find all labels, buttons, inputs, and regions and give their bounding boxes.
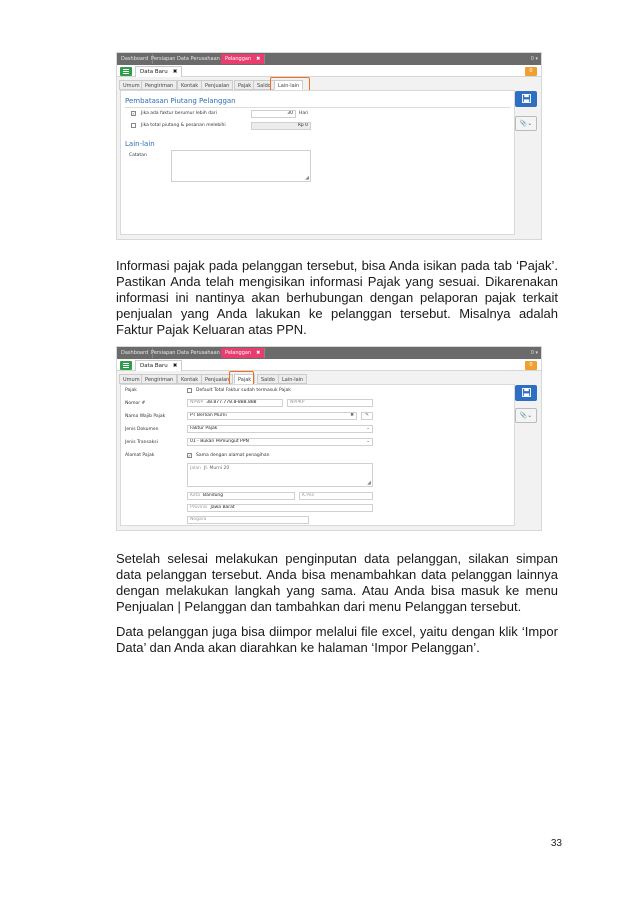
provinsi-prefix: Provinsi xyxy=(190,505,208,510)
record-bar xyxy=(117,65,541,77)
tab-penjualan[interactable]: Penjualan xyxy=(201,374,233,384)
save-button[interactable] xyxy=(515,91,537,107)
wajib-pajak-value: PT Berlian Murni xyxy=(190,413,227,418)
field-label: Pajak xyxy=(125,388,137,393)
checkbox-label: Sama dengan alamat penagihan xyxy=(196,453,270,458)
tab-umum[interactable]: Umum xyxy=(119,374,144,384)
screenshot-pajak xyxy=(116,346,542,531)
paragraph: Informasi pajak pada pelanggan tersebut, bisa Anda isikan pada tab ‘Pajak’. Pastikan Anda telah mengisikan informasi Pajak yang sesuai. Dikarenakan informasi ini nantinya akan berhubungan dengan pelaporan pajak terkait penjualan yang Anda lakukan ke pelanggan tersebut. Misalnya adalah Faktur Pajak Keluaran atas PPN. xyxy=(116,258,558,337)
tab-saldo[interactable]: Saldo xyxy=(257,374,279,384)
resize-grip-icon[interactable]: ◢ xyxy=(367,480,371,486)
resize-grip-icon[interactable]: ◢ xyxy=(305,175,309,181)
close-icon[interactable]: ✖ xyxy=(172,69,178,75)
pencil-icon: ✎ xyxy=(365,413,369,418)
notes-textarea[interactable] xyxy=(171,150,311,182)
kode-pos-input[interactable] xyxy=(299,492,373,500)
tab-umum[interactable]: Umum xyxy=(119,80,144,90)
tab-pengiriman[interactable]: Pengiriman xyxy=(141,374,177,384)
chevron-down-icon: ⌄ xyxy=(527,120,533,127)
nppkp-prefix: NPPKP xyxy=(290,400,305,405)
tab-persiapan[interactable]: Persiapan Data Perusahaan xyxy=(147,54,225,64)
section-title: Lain-lain xyxy=(125,140,155,148)
kota-prefix: Kota xyxy=(190,493,201,498)
field-label: Alamat Pajak xyxy=(125,453,155,458)
close-icon[interactable]: ✖ xyxy=(256,56,261,62)
tab-pelanggan-label: Pelanggan xyxy=(225,350,252,356)
window-menu[interactable]: 0 ▾ xyxy=(530,56,538,62)
chevron-down-icon: ⌄ xyxy=(366,439,370,444)
jenis-dokumen-select[interactable] xyxy=(187,425,373,433)
checkbox-label: Jika ada faktur berumur lebih dari xyxy=(141,111,217,116)
npwp-value: 38.877.778.8-888.888 xyxy=(206,400,257,405)
nppkp-input[interactable] xyxy=(287,399,373,407)
tab-pelanggan[interactable] xyxy=(221,54,265,64)
paperclip-icon: 📎 xyxy=(519,120,528,127)
checkbox-umur-faktur[interactable]: ✓ xyxy=(132,111,136,116)
total-piutang-input[interactable]: Rp 0 xyxy=(251,122,311,130)
checkbox-label: Jika total piutang & pesanan melebihi xyxy=(141,123,226,128)
tab-pelanggan-label: Pelanggan xyxy=(225,56,252,62)
negara-prefix: Negara xyxy=(190,517,207,522)
jenis-dokumen-value: Faktur Pajak xyxy=(190,426,218,431)
paperclip-icon: 📎 xyxy=(519,412,528,419)
notes-label: Catatan xyxy=(129,153,147,158)
save-icon xyxy=(522,388,531,397)
chevron-down-icon: ⌄ xyxy=(366,426,370,431)
field-label: Nama Wajib Pajak xyxy=(125,414,166,419)
record-bar xyxy=(117,359,541,371)
top-tab-bar xyxy=(117,347,541,359)
window-menu[interactable]: 0 ▾ xyxy=(530,350,538,356)
unit-label: Hari xyxy=(299,111,309,116)
top-tab-bar xyxy=(117,53,541,65)
notification-badge[interactable]: 0 xyxy=(525,361,537,370)
attachment-button[interactable] xyxy=(515,116,537,131)
kota-value: Bandung xyxy=(203,493,224,498)
tab-pelanggan[interactable] xyxy=(221,348,265,358)
save-button[interactable] xyxy=(515,385,537,401)
tab-dashboard[interactable]: Dashboard xyxy=(117,348,153,358)
tab-penjualan[interactable]: Penjualan xyxy=(201,80,233,90)
tab-persiapan[interactable]: Persiapan Data Perusahaan xyxy=(147,348,225,358)
chevron-down-icon: ⌄ xyxy=(527,412,533,419)
tab-saldo[interactable]: Saldo xyxy=(253,80,275,90)
tab-kontak[interactable]: Kontak xyxy=(177,80,202,90)
edit-button[interactable] xyxy=(361,412,373,420)
jalan-value: Jl. Murni 20 xyxy=(204,466,230,471)
tab-lain-lain[interactable]: Lain-lain xyxy=(278,374,307,384)
list-icon[interactable] xyxy=(120,67,132,76)
negara-input[interactable] xyxy=(187,516,309,524)
field-label: Nomor # xyxy=(125,401,146,406)
record-tab[interactable] xyxy=(135,66,182,77)
kota-input[interactable] xyxy=(187,492,295,500)
checkbox-label: Default Total Faktur sudah termasuk Pajak xyxy=(196,388,291,393)
attachment-button[interactable] xyxy=(515,408,537,423)
provinsi-input[interactable] xyxy=(187,504,373,512)
section-title: Pembatasan Piutang Pelanggan xyxy=(125,97,236,105)
save-icon xyxy=(522,94,531,103)
checkbox-same-address[interactable]: ✓ xyxy=(188,453,192,458)
tab-dashboard[interactable]: Dashboard xyxy=(117,54,153,64)
kode-pos-prefix: K.Pos xyxy=(302,493,315,498)
divider xyxy=(125,107,510,108)
tab-pajak[interactable]: Pajak xyxy=(234,80,255,90)
jalan-prefix: Jalan xyxy=(190,466,201,471)
close-icon[interactable]: ✖ xyxy=(256,350,261,356)
jenis-transaksi-select[interactable] xyxy=(187,438,373,446)
clear-icon[interactable]: ✖ xyxy=(350,413,354,418)
field-label: Jenis Dokumen xyxy=(125,427,159,432)
paragraph: Data pelanggan juga bisa diimpor melalui file excel, yaitu dengan klik ‘Impor Data’ dan Anda akan diarahkan ke halaman ‘Impor Pelanggan’. xyxy=(116,624,558,655)
form-panel xyxy=(120,384,515,526)
form-panel xyxy=(120,90,515,235)
paragraph: Setelah selesai melakukan penginputan data pelanggan, silakan simpan data pelanggan tersebut. Anda bisa menambahkan data pelanggan lainnya dengan melakukan langkah yang sama. Atau Anda bisa masuk ke menu Penjualan | Pelanggan dan tambahkan dari menu Pelanggan tersebut. xyxy=(116,551,558,614)
notification-badge[interactable]: 0 xyxy=(525,67,537,76)
provinsi-value: Jawa Barat xyxy=(210,505,235,510)
checkbox-include-tax[interactable] xyxy=(187,388,192,393)
umur-faktur-input[interactable]: 30 xyxy=(251,110,296,118)
wajib-pajak-input[interactable] xyxy=(187,412,357,420)
tab-pajak[interactable]: Pajak xyxy=(234,374,255,384)
jenis-transaksi-value: 01 - Bukan Pemungut PPN xyxy=(190,439,249,444)
tab-lain-lain[interactable]: Lain-lain xyxy=(274,80,303,90)
list-icon[interactable] xyxy=(120,361,132,370)
tab-pengiriman[interactable]: Pengiriman xyxy=(141,80,177,90)
page-number: 33 xyxy=(550,838,562,849)
tab-kontak[interactable]: Kontak xyxy=(177,374,202,384)
record-tab-label: Data Baru xyxy=(140,363,168,369)
record-tab-label: Data Baru xyxy=(140,69,168,75)
npwp-prefix: NPWP xyxy=(190,400,204,405)
npwp-input[interactable] xyxy=(187,399,283,407)
field-label: Jenis Transaksi xyxy=(125,440,158,445)
close-icon[interactable]: ✖ xyxy=(172,363,178,369)
record-tab[interactable] xyxy=(135,360,182,371)
jalan-textarea[interactable] xyxy=(187,463,373,487)
screenshot-lain-lain xyxy=(116,52,542,240)
checkbox-total-piutang[interactable] xyxy=(131,123,136,128)
